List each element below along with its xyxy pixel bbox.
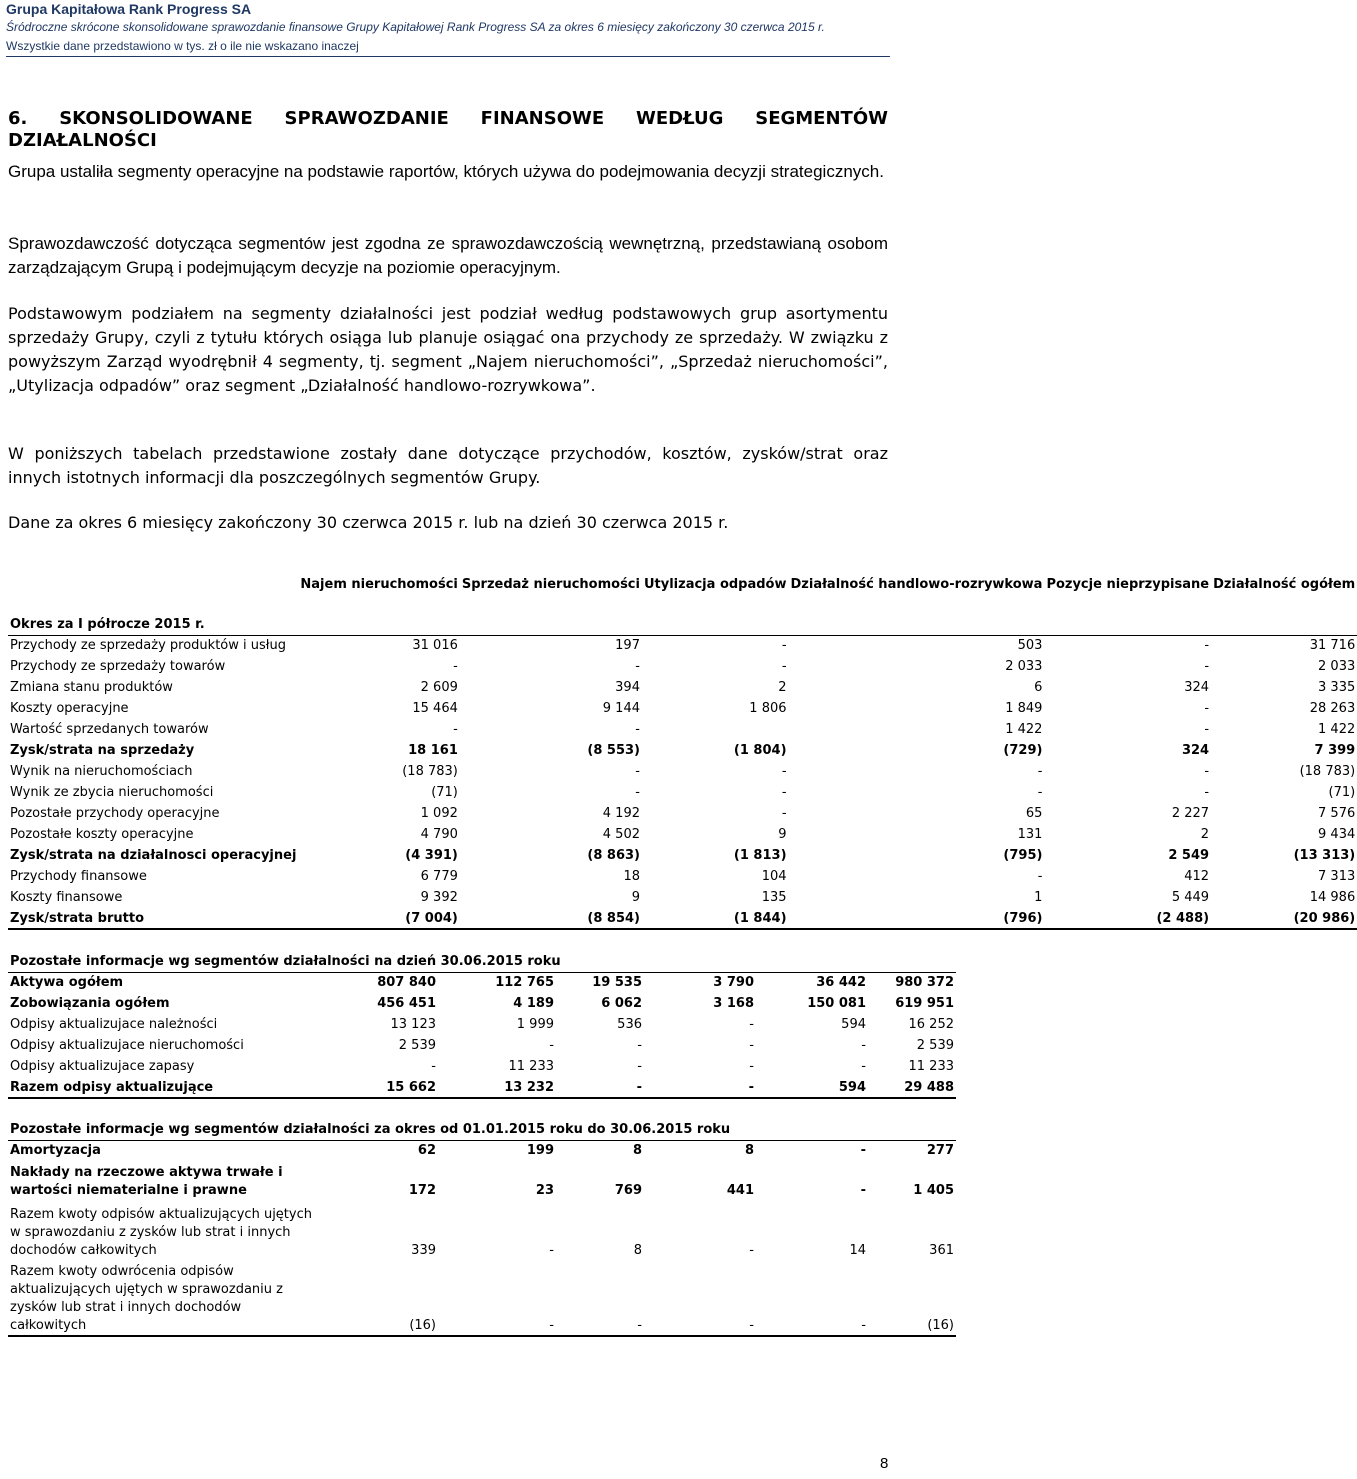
cell-value: 1 806 [749,701,787,716]
cell-value: 16 252 [908,1017,954,1032]
cell-value: (18 783) [402,764,458,779]
cell-value: - [749,1243,754,1258]
cell-value: - [453,722,458,737]
cell-value: - [642,635,789,656]
cell-value: (16) [868,1260,956,1336]
cell-value: 1 092 [420,806,458,821]
cell-value: 8 [744,1142,754,1158]
cell-value: (4 391) [405,848,458,863]
header-divider [6,56,890,57]
row-label: Zysk/strata na sprzedaży [10,743,195,758]
cell-value: 1 422 [1318,722,1356,737]
table-row [8,908,1357,929]
cell-value: 9 [631,890,640,905]
table2-title: Pozostałe informacje wg segmentów działalności na dzień 30.06.2015 roku [8,951,956,972]
heading-word: SPRAWOZDANIE [284,108,449,129]
section-heading-line2: DZIAŁALNOŚCI [8,130,157,151]
cell-value: 2 033 [1318,659,1356,674]
cell-value: (2 488) [1044,908,1211,929]
cell-value: - [1044,635,1211,656]
cell-value: 4 192 [602,806,640,821]
table-row [8,1260,956,1336]
table-row [8,887,1357,908]
cell-value: 7 313 [1318,869,1356,884]
page-number: 8 [880,1455,889,1472]
cell-value: (20 986) [1211,908,1357,929]
cell-value: - [438,1260,556,1336]
cell-value: 172 [408,1183,436,1198]
table-row [8,1140,956,1160]
cell-value: 807 840 [377,975,436,991]
cell-value [642,719,789,740]
cell-value: (16) [318,1260,438,1336]
column-header: Utylizacja odpadów [643,577,787,592]
paragraph-2: Sprawozdawczość dotycząca segmentów jest zgodna ze sprawozdawczością wewnętrzną, przedstawianą osobom zarządzającym Grupą i podejmującym decyzje na poziomie operacyjnym. [8,234,888,277]
cell-value: 62 [417,1142,436,1158]
cell-value: (1 813) [733,848,787,863]
row-label: Koszty operacyjne [10,701,129,716]
cell-value: (13 313) [1293,848,1356,863]
column-header: Najem nieruchomości [300,577,458,592]
table-row [8,761,1357,782]
cell-value: 11 233 [508,1059,554,1074]
heading-word: SKONSOLIDOWANE [59,108,253,129]
cell-value: 980 372 [895,975,954,991]
paragraph-5: Dane za okres 6 miesięcy zakończony 30 czerwca 2015 r. lub na dzień 30 czerwca 2015 r. [8,513,729,532]
page-header [6,0,956,56]
cell-value: 1 [1034,890,1043,905]
cell-value: 18 [623,869,640,884]
cell-value: - [781,785,787,800]
cell-value: (1 804) [733,743,787,758]
cell-value: 199 [526,1142,554,1158]
paragraph-4: W poniższych tabelach przedstawione zostały dane dotyczące przychodów, kosztów, zysków/strat oraz innych istotnych informacji dla poszczególnych segmentów Grupy. [8,444,888,487]
cell-value: 2 539 [916,1038,954,1053]
row-label: Razem kwoty odpisów aktualizujących ujętych w sprawozdaniu z zysków lub strat i innych dochodów całkowitych [10,1207,312,1258]
cell-value: 7 576 [1318,806,1356,821]
cell-value: - [556,1077,644,1098]
table-row [8,740,1357,761]
period-info-table [8,1119,956,1337]
row-label: Zysk/strata brutto [8,908,298,929]
row-label: Nakłady na rzeczowe aktywa trwałe i wartości niematerialne i prawne [10,1165,283,1198]
cell-value: 2 227 [1171,806,1210,821]
table-row [8,1160,956,1200]
cell-value: 7 399 [1314,743,1356,758]
cell-value: - [749,1038,754,1053]
cell-value: 1 405 [913,1183,954,1198]
cell-value: - [549,1243,554,1258]
cell-value: - [453,659,458,674]
column-header: Działalność ogółem [1213,577,1356,592]
cell-value: 769 [614,1183,642,1198]
row-label: Wartość sprzedanych towarów [10,722,209,737]
cell-value: (796) [789,908,1045,929]
cell-value: 4 790 [420,827,458,842]
cell-value: 29 488 [868,1077,956,1098]
cell-value: - [1204,701,1210,716]
cell-value: - [781,764,787,779]
cell-value: 104 [761,869,787,884]
cell-value: 594 [841,1017,866,1032]
cell-value: 277 [926,1142,954,1158]
cell-value: - [861,1038,866,1053]
cell-value: 18 161 [408,743,458,758]
cell-value: (71) [1328,785,1356,800]
cell-value: 3 335 [1318,680,1356,695]
cell-value: 31 716 [1211,635,1357,656]
cell-value: - [781,659,787,674]
units-note: Wszystkie dane przedstawiono w tys. zł o ile nie wskazano inaczej [6,39,359,53]
company-name: Grupa Kapitałowa Rank Progress SA [6,1,252,17]
cell-value: - [644,1260,756,1336]
cell-value: - [635,764,640,779]
cell-value: 2 [778,680,787,695]
cell-value: (18 783) [1299,764,1356,779]
cell-value: 15 464 [412,701,458,716]
row-label: Razem kwoty odwrócenia odpisów aktualizujących ujętych w sprawozdaniu z zysków lub strat i innych dochodów całkowitych [8,1260,318,1336]
cell-value: - [861,1059,866,1074]
table-row [8,1200,956,1260]
cell-value: (8 854) [460,908,642,929]
section-heading [8,108,888,152]
cell-value: 150 081 [807,996,866,1011]
cell-value: - [635,659,640,674]
row-label: Amortyzacja [10,1142,101,1158]
cell-value: 324 [1181,743,1210,758]
table-row [8,845,1357,866]
cell-value: - [749,1017,754,1032]
cell-value: 2 609 [420,680,458,695]
row-label: Przychody finansowe [10,869,147,884]
paragraph-3: Podstawowym podziałem na segmenty działalności jest podział według podstawowych grup asortymentu sprzedaży Grupy, czyli z tytułu których osiąga lub planuje osiągać ona przychody ze sprzedaży. W związku z powyższym Zarząd wyodrębnił 4 segmenty, tj. segment „Najem nieruchomości”, „Sprzedaż nieruchomości”, „Utylizacja odpadów” oraz segment „Działalność handlowo-rozrywkowa”. [8,304,888,395]
cell-value: 9 434 [1318,827,1356,842]
cell-value: 503 [789,635,1045,656]
cell-value: 14 [849,1243,866,1258]
cell-value: 9 392 [420,890,458,905]
cell-value: (71) [431,785,458,800]
segment-results-table [8,556,1357,930]
table-row [8,635,1357,656]
cell-value: 23 [535,1183,554,1198]
cell-value: 4 502 [602,827,640,842]
table-row [8,824,1357,845]
row-label: Aktywa ogółem [10,975,124,991]
table-row [8,866,1357,887]
cell-value: 19 535 [592,975,642,991]
cell-value: 1 422 [1005,722,1043,737]
cell-value: 441 [726,1183,754,1198]
row-label: Wynik na nieruchomościach [10,764,193,779]
cell-value: 361 [929,1243,954,1258]
row-label: Zmiana stanu produktów [10,680,173,695]
cell-value: (1 844) [642,908,789,929]
cell-value: 3 790 [713,975,754,991]
table-row [8,782,1357,803]
table-row [8,656,1357,677]
table-row [8,803,1357,824]
cell-value: - [1204,764,1210,779]
table-row [8,698,1357,719]
cell-value: - [635,785,640,800]
table-row [8,719,1357,740]
cell-value: (7 004) [298,908,459,929]
cell-value: 112 765 [495,975,554,991]
row-label: Odpisy aktualizujace zapasy [10,1059,195,1074]
cell-value: 1 849 [1005,701,1043,716]
cell-value: 619 951 [895,996,954,1011]
table-row [8,1014,956,1035]
cell-value: - [860,1142,866,1158]
cell-value: 197 [460,635,642,656]
cell-value: 135 [761,890,787,905]
cell-value: 15 662 [318,1077,438,1098]
cell-value: 9 [778,827,787,842]
cell-value: - [637,1059,642,1074]
period-label: Okres za I półrocze 2015 r. [10,616,205,632]
cell-value: - [556,1260,644,1336]
cell-value: (8 863) [587,848,640,863]
cell-value: 14 986 [1309,890,1356,905]
cell-value: 36 442 [816,975,866,991]
cell-value: 2 [1200,827,1210,842]
table-row [8,677,1357,698]
cell-value: 6 062 [601,996,642,1011]
column-header: Pozycje nieprzypisane [1046,577,1210,592]
row-label: Razem odpisy aktualizujące [8,1077,318,1098]
cell-value: 4 189 [513,996,554,1011]
table-row [8,972,956,993]
row-label: Pozostałe koszty operacyjne [10,827,194,842]
table-row [8,1077,956,1098]
row-label: Zysk/strata na działalnosci operacyjnej [10,848,297,863]
report-subtitle: Śródroczne skrócone skonsolidowane sprawozdanie finansowe Grupy Kapitałowej Rank Progress SA za okres 6 miesięcy zakończony 30 czerwca 2015 r. [6,20,825,34]
cell-value: 11 233 [908,1059,954,1074]
cell-value: - [635,722,640,737]
column-header: Sprzedaż nieruchomości [461,577,640,592]
cell-value: 3 168 [713,996,754,1011]
cell-value: 2 033 [1005,659,1043,674]
column-header: Działalność handlowo-rozrywkowa [790,577,1043,592]
heading-word: FINANSOWE [480,108,605,129]
row-label: Pozostałe przychody operacyjne [10,806,220,821]
cell-value: (8 553) [587,743,640,758]
cell-value: 31 016 [298,635,459,656]
cell-value: - [1204,659,1210,674]
cell-value: - [1204,722,1210,737]
cell-value: 324 [1184,680,1210,695]
label-column-header [8,556,298,614]
cell-value: - [431,1059,436,1074]
cell-value: 13 123 [390,1017,436,1032]
cell-value: 6 [1034,680,1043,695]
cell-value: 394 [615,680,640,695]
table3-title: Pozostałe informacje wg segmentów działalności za okres od 01.01.2015 roku do 30.06.2015 roku [8,1119,956,1140]
table-row [8,1035,956,1056]
cell-value: 536 [617,1017,642,1032]
cell-value: 5 449 [1171,890,1210,905]
cell-value: - [756,1260,868,1336]
section-number: 6. [8,108,28,129]
heading-word: WEDŁUG [635,108,724,129]
cell-value: 412 [1184,869,1210,884]
cell-value: 456 451 [377,996,436,1011]
cell-value: 28 263 [1309,701,1356,716]
cell-value: (795) [1003,848,1043,863]
heading-word: SEGMENTÓW [755,108,888,129]
cell-value: 8 [633,1243,642,1258]
cell-value: - [1037,764,1043,779]
cell-value: 1 999 [516,1017,554,1032]
row-label: Zobowiązania ogółem [10,996,170,1011]
row-label: Odpisy aktualizujace nieruchomości [10,1038,244,1053]
paragraph-1: Grupa ustaliła segmenty operacyjne na podstawie raportów, których używa do podejmowania decyzji strategicznych. [8,162,884,181]
balance-info-table [8,951,956,1099]
cell-value: - [860,1183,866,1198]
cell-value: - [749,1059,754,1074]
cell-value: - [549,1038,554,1053]
cell-value: 2 539 [398,1038,436,1053]
cell-value: 2 549 [1168,848,1210,863]
row-label: Koszty finansowe [10,890,123,905]
cell-value: - [1204,785,1210,800]
row-label: Odpisy aktualizujace należności [10,1017,218,1032]
cell-value: - [1037,785,1043,800]
row-label: Przychody ze sprzedaży produktów i usług [8,635,298,656]
cell-value: - [637,1038,642,1053]
cell-value: 131 [1017,827,1043,842]
cell-value: - [1037,869,1043,884]
cell-value: 594 [756,1077,868,1098]
cell-value: 65 [1025,806,1043,821]
cell-value: 9 144 [602,701,640,716]
cell-value: 339 [411,1243,436,1258]
table-row [8,993,956,1014]
cell-value: 6 779 [420,869,458,884]
cell-value: (729) [1003,743,1043,758]
cell-value: 8 [632,1142,642,1158]
cell-value: 13 232 [438,1077,556,1098]
row-label: Wynik ze zbycia nieruchomości [10,785,214,800]
cell-value: - [781,806,787,821]
cell-value: - [644,1077,756,1098]
row-label: Przychody ze sprzedaży towarów [10,659,226,674]
table-row [8,1056,956,1077]
